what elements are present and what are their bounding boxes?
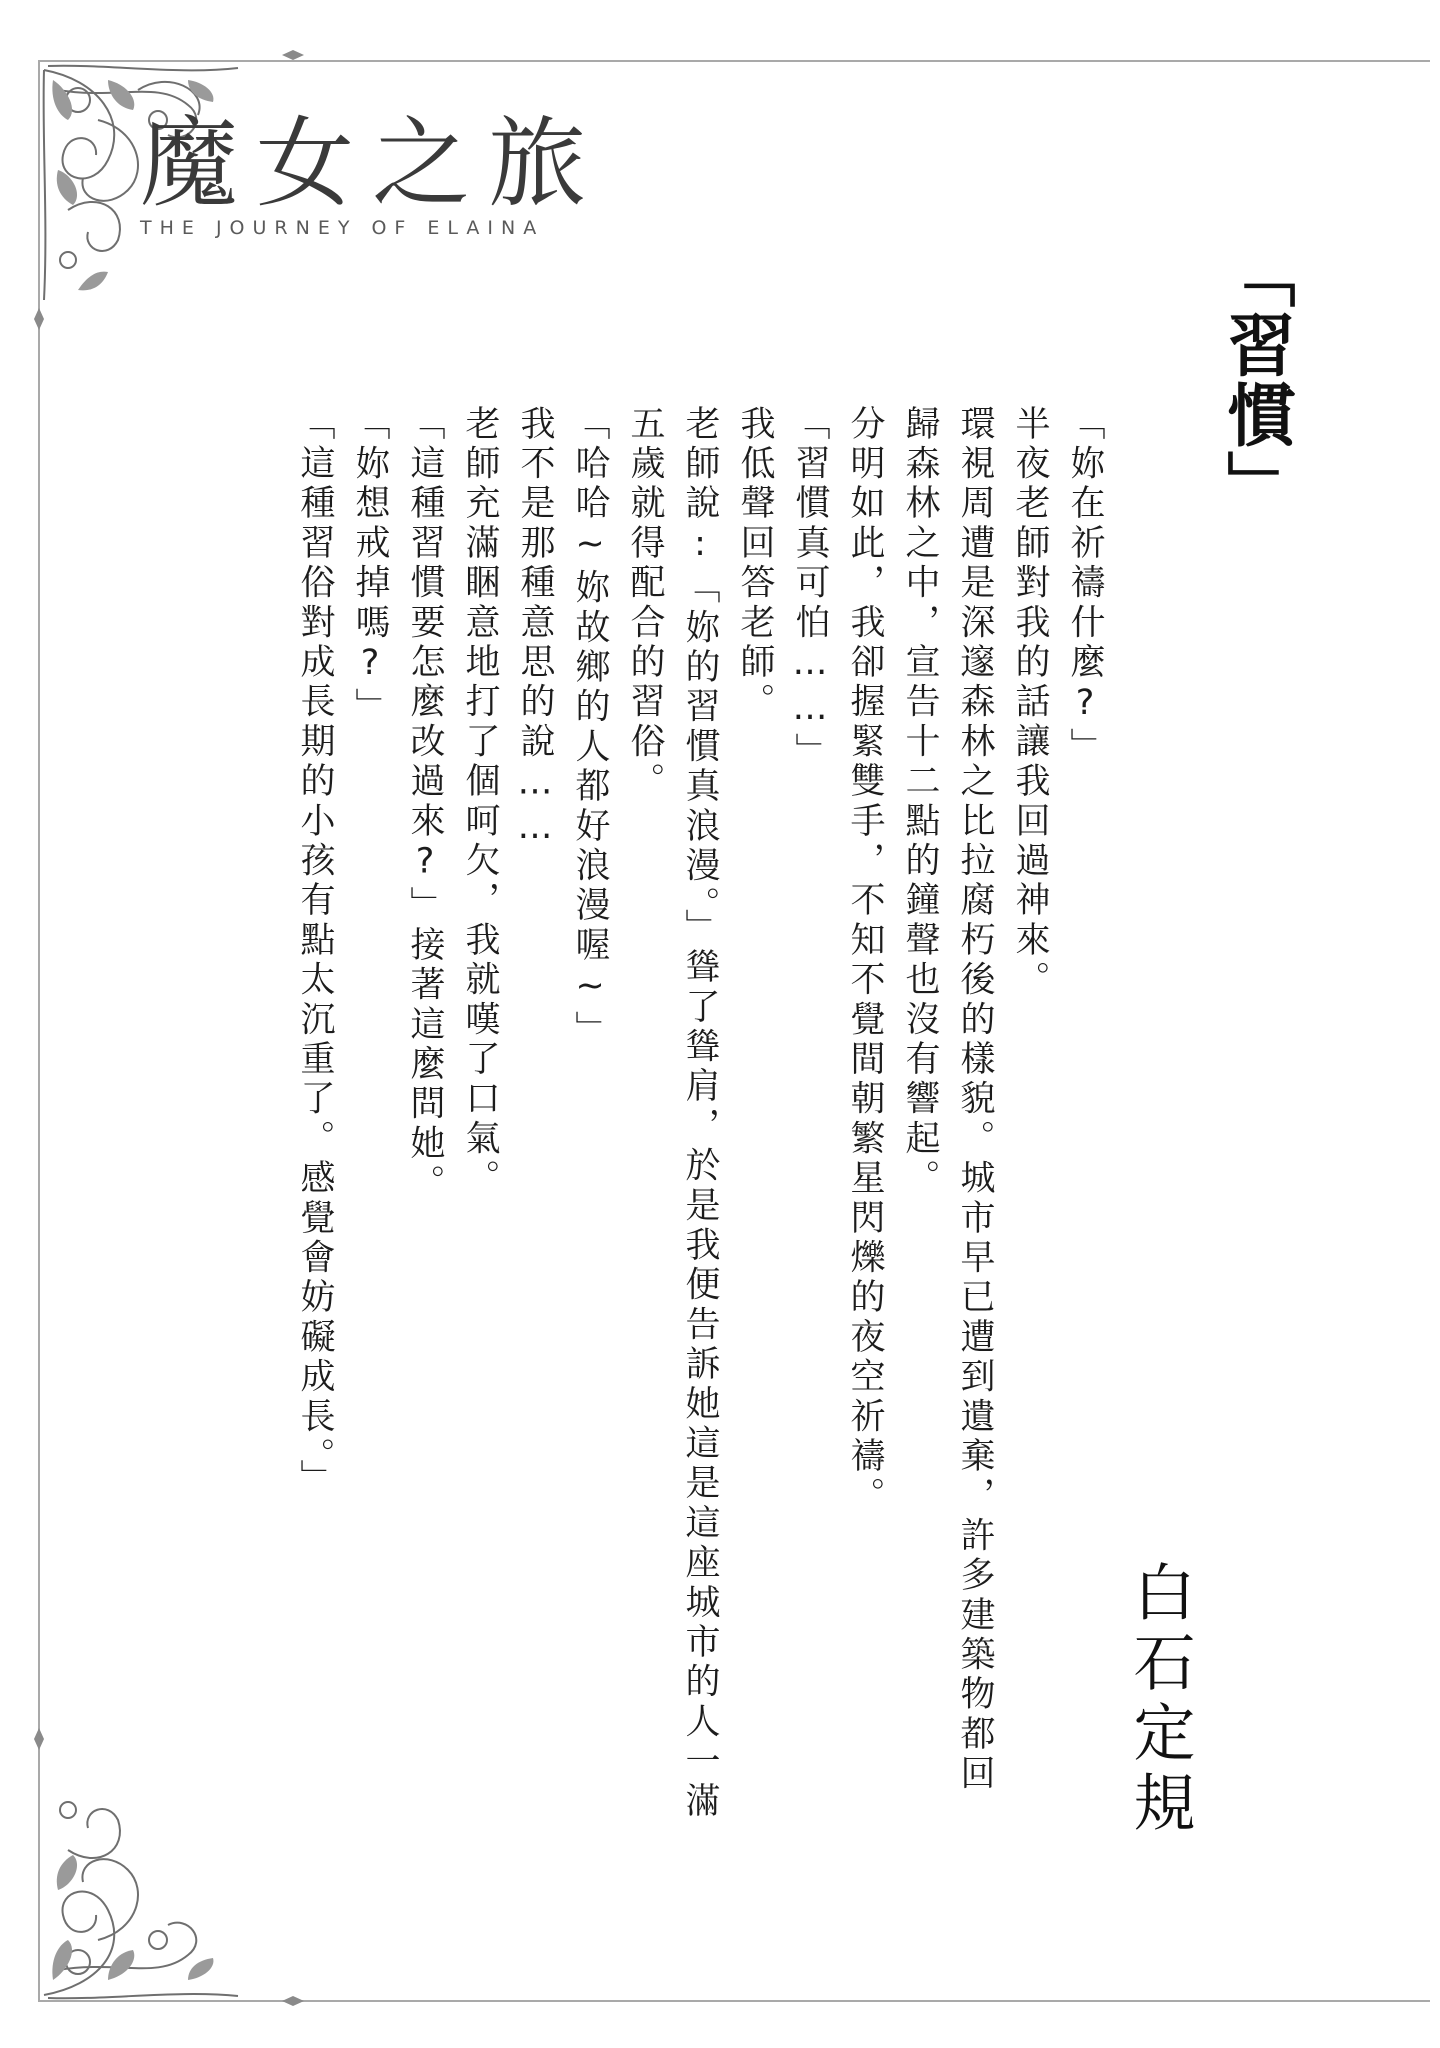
- logo-title: 魔女之旅: [140, 107, 605, 221]
- logo-subtitle: THE JOURNEY OF ELAINA: [140, 217, 545, 239]
- body-line: 歸森林之中，宣告十二點的鐘聲也沒有響起。: [900, 405, 940, 1199]
- author-name: 白石定規: [1123, 1560, 1196, 1840]
- body-line: 五歲就得配合的習俗。: [625, 405, 665, 802]
- body-line: 分明如此，我卻握緊雙手，不知不覺間朝繁星閃爍的夜空祈禱。: [845, 405, 885, 1517]
- body-line: 「這種習俗對成長期的小孩有點太沉重了。感覺會妨礙成長。」: [295, 405, 335, 1500]
- body-line: 半夜老師對我的話讓我回過神來。: [1010, 405, 1050, 1001]
- frame-diamond-top-right: [282, 50, 304, 60]
- book-logo: [140, 107, 605, 239]
- body-line: 我不是那種意思的說……: [515, 405, 555, 852]
- frame-left-line: [38, 60, 40, 2002]
- frame-diamond-bottom: [34, 1728, 44, 1750]
- body-line: 「習慣真可怕……」: [790, 405, 830, 773]
- body-line: 老師說:「妳的習慣真浪漫。」聳了聳肩，於是我便告訴她這是這座城市的人一滿: [680, 405, 720, 1822]
- corner-ornament-bottom-left: [38, 1790, 248, 2002]
- body-line: 「這種習慣要怎麼改過來?」接著這麼問她。: [405, 405, 445, 1204]
- frame-bottom-line: [40, 2000, 1430, 2002]
- chapter-title: 「習慣」: [1216, 240, 1295, 520]
- body-line: 環視周遭是深邃森林之比拉腐朽後的樣貌。城市早已遭到遺棄，許多建築物都回: [955, 405, 995, 1795]
- frame-diamond-top: [34, 308, 44, 330]
- body-line: 「哈哈~妳故鄉的人都好浪漫喔~」: [570, 405, 610, 1051]
- body-line: 老師充滿睏意地打了個呵欠，我就嘆了口氣。: [460, 405, 500, 1199]
- frame-diamond-bottom-right: [282, 1996, 304, 2006]
- body-line: 我低聲回答老師。: [735, 405, 775, 723]
- body-line: 「妳想戒掉嗎?」: [350, 405, 390, 728]
- body-line: 「妳在祈禱什麼?」: [1065, 405, 1105, 768]
